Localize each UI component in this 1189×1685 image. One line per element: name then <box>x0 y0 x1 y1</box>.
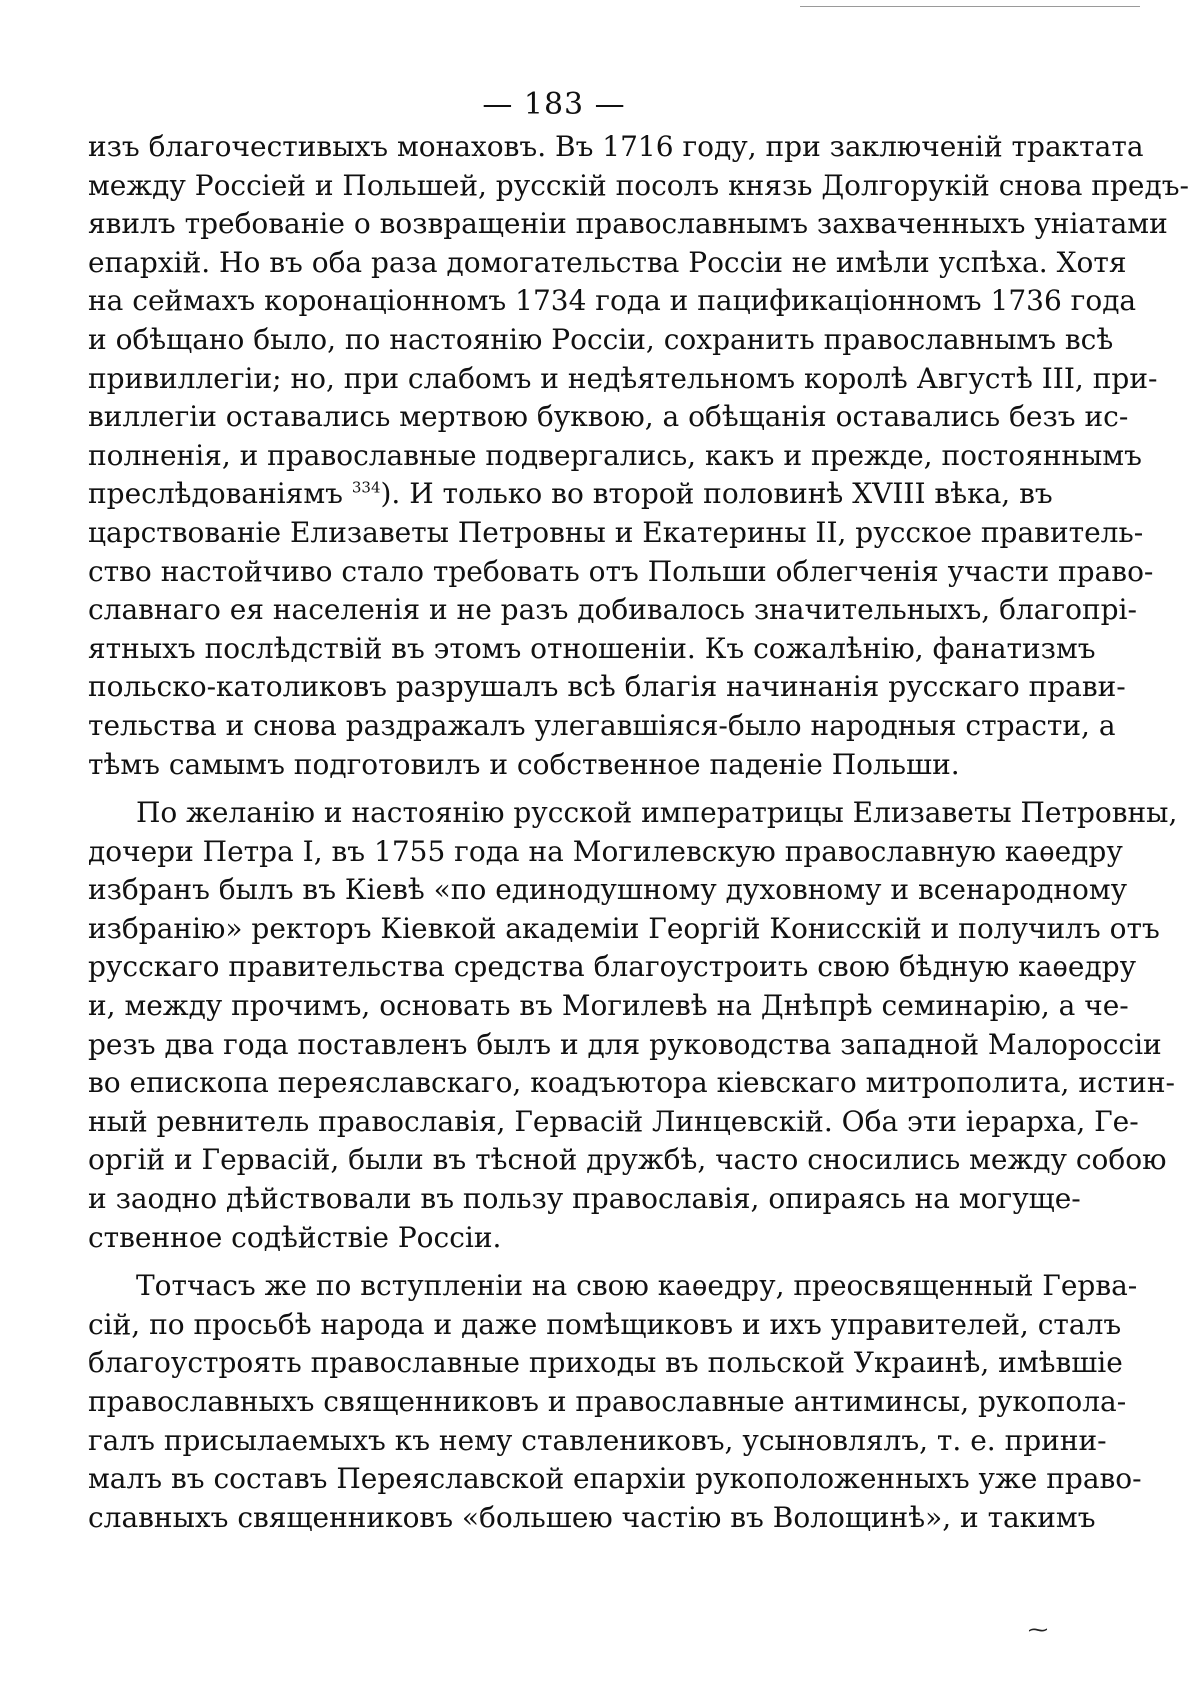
text-line: православныхъ священниковъ и православные антиминсы, рукопола- <box>88 1385 1127 1418</box>
text-segment: ). И только во второй половинѣ XVIII вѣка, въ <box>380 477 1053 511</box>
text-segment: преслѣдованіямъ <box>88 477 343 511</box>
text-line: и, между прочимъ, основать въ Могилевѣ на Днѣпрѣ семинарію, а че- <box>88 989 1129 1023</box>
text-line: дочери Петра I, въ 1755 года на Могилевскую православную каѳедру <box>88 834 1123 868</box>
text-line: ственное содѣйствіе Россіи. <box>88 1220 502 1254</box>
text-line: изъ благочестивыхъ монаховъ. Въ 1716 году, при заключеній трактата <box>88 130 1144 163</box>
text-line: резъ два года поставленъ былъ и для руководства западной Малороссіи <box>88 1027 1162 1061</box>
text-line: благоустроять православные приходы въ польской Украинѣ, имѣвшіе <box>88 1346 1123 1380</box>
text-line: царствованіе Елизаветы Петровны и Екатерины II, русское правитель- <box>88 515 1144 549</box>
text-line: и обѣщано было, по настоянію Россіи, сохранить православнымъ всѣ <box>88 322 1114 356</box>
printer-mark-icon: ⁓ <box>1028 1617 1048 1641</box>
top-edge-rule <box>800 6 1140 7</box>
page-number: — 183 — <box>482 87 626 122</box>
book-page <box>88 70 1189 1537</box>
text-line: во епископа переяславскаго, коадъютора кіевскаго митрополита, истин- <box>88 1066 1175 1100</box>
text-line: польско-католиковъ разрушалъ всѣ благія начинанія русскаго прави- <box>88 670 1126 704</box>
text-line: епархій. Но въ оба раза домогательства Россіи не имѣли успѣха. Хотя <box>88 245 1127 279</box>
text-line: ятныхъ послѣдствій въ этомъ отношеніи. Къ сожалѣнію, фанатизмъ <box>88 631 1096 665</box>
text-line: русскаго правительства средства благоустроить свою бѣдную каѳедру <box>88 950 1137 984</box>
paragraph-2 <box>88 794 1178 1257</box>
text-line: полненія, и православные подвергались, какъ и прежде, постояннымъ <box>88 438 1142 472</box>
text-line: избранію» ректоръ Кіевкой академіи Георгій Конисскій и получилъ отъ <box>88 911 1160 945</box>
text-line: виллегіи оставались мертвою буквою, а обѣщанія оставались безъ ис- <box>88 400 1129 434</box>
paragraph-3 <box>88 1267 1142 1537</box>
paragraph-1 <box>88 128 1189 784</box>
text-line: тѣмъ самымъ подготовилъ и собственное паденіе Польши. <box>88 747 960 781</box>
text-line: тельства и снова раздражалъ улегавшіяся-было народныя страсти, а <box>88 708 1116 742</box>
text-line: Тотчасъ же по вступленіи на свою каѳедру, преосвященный Герва- <box>136 1269 1138 1303</box>
text-line: избранъ былъ въ Кіевѣ «по единодушному духовному и всенародному <box>88 873 1128 907</box>
text-line: на сеймахъ коронаціонномъ 1734 года и пацификаціонномъ 1736 года <box>88 284 1137 318</box>
text-line: между Россіей и Польшей, русскій посолъ князь Долгорукій снова предъ- <box>88 168 1189 202</box>
text-line: явилъ требованіе о возвращеніи православнымъ захваченныхъ уніатами <box>88 207 1168 241</box>
text-line: По желанію и настоянію русской императрицы Елизаветы Петровны, <box>136 796 1178 830</box>
text-line: оргій и Гервасій, были въ тѣсной дружбѣ, часто сносились между собою <box>88 1143 1167 1177</box>
text-line: сій, по просьбѣ народа и даже помѣщиковъ и ихъ управителей, сталъ <box>88 1307 1122 1341</box>
text-line: славнаго ея населенія и не разъ добивалось значительныхъ, благопрі- <box>88 593 1137 627</box>
text-line: галъ присылаемыхъ къ нему ставлениковъ, усыновлялъ, т. е. прини- <box>88 1423 1107 1457</box>
text-line: привиллегіи; но, при слабомъ и недѣятельномъ королѣ Августѣ III, при- <box>88 361 1158 395</box>
text-line: и заодно дѣйствовали въ пользу православія, опираясь на могуще- <box>88 1182 1081 1216</box>
text-line: ство настойчиво стало требовать отъ Польши облегченія участи право- <box>88 554 1154 588</box>
text-line: малъ въ составъ Переяславской епархіи рукоположенныхъ уже право- <box>88 1462 1142 1496</box>
text-line: славныхъ священниковъ «большею частію въ Волощинѣ», и такимъ <box>88 1500 1096 1534</box>
text-line: ный ревнитель православія, Гервасій Линцевскій. Оба эти іерарха, Ге- <box>88 1104 1139 1138</box>
footnote-reference: 334 <box>351 479 381 498</box>
text-line-with-footnote <box>88 475 1053 514</box>
